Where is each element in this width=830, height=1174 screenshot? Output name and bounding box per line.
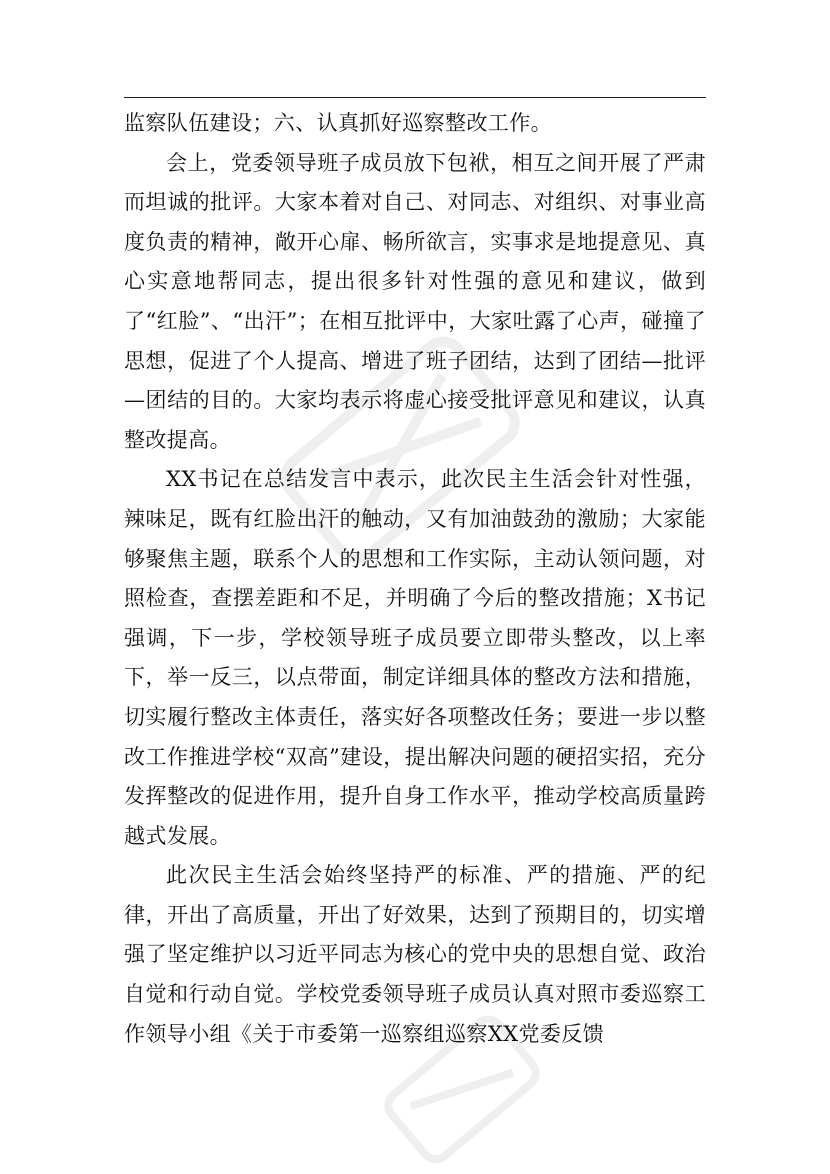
paragraph-2: 会上，党委领导班子成员放下包袱，相互之间开展了严肃而坦诚的批评。大家本着对自己、对同志、对组织、对事业高度负责的精神，敞开心扉、畅所欲言，实事求是地提意见、真心实意地帮同志，提出很多针对性强的意见和建议，做到了“红脸”、“出汗”；在相互批评中，大家吐露了心声，碰撞了思想，促进了个人提高、增进了班子团结，达到了团结—批评—团结的目的。大家均表示将虚心接受批评意见和建议，认真整改提高。 xyxy=(124,150,706,452)
header-rule xyxy=(124,97,706,98)
document-body xyxy=(124,104,706,1054)
paragraph-1: 监察队伍建设；六、认真抓好巡察整改工作。 xyxy=(124,111,552,135)
paragraph-3: XX书记在总结发言中表示，此次民主生活会针对性强，辣味足，既有红脸出汗的触动，又有加油鼓劲的激励；大家能够聚焦主题，联系个人的思想和工作实际，主动认领问题，对照检查，查摆差距和不足，并明确了今后的整改措施；X书记强调，下一步，学校领导班子成员要立即带头整改，以上率下，举一反三，以点带面，制定详细具体的整改方法和措施，切实履行整改主体责任，落实好各项整改任务；要进一步以整改工作推进学校“双高”建设，提出解决问题的硬招实招，充分发挥整改的促进作用，提升自身工作水平，推动学校高质量跨越式发展。 xyxy=(124,467,706,848)
paragraph-4: 此次民主生活会始终坚持严的标准、严的措施、严的纪律，开出了高质量，开出了好效果，达到了预期目的，切实增强了坚定维护以习近平同志为核心的党中央的思想自觉、政治自觉和行动自觉。学校党委领导班子成员认真对照市委巡察工作领导小组《关于市委第一巡察组巡察XX党委反馈 xyxy=(124,863,706,1046)
